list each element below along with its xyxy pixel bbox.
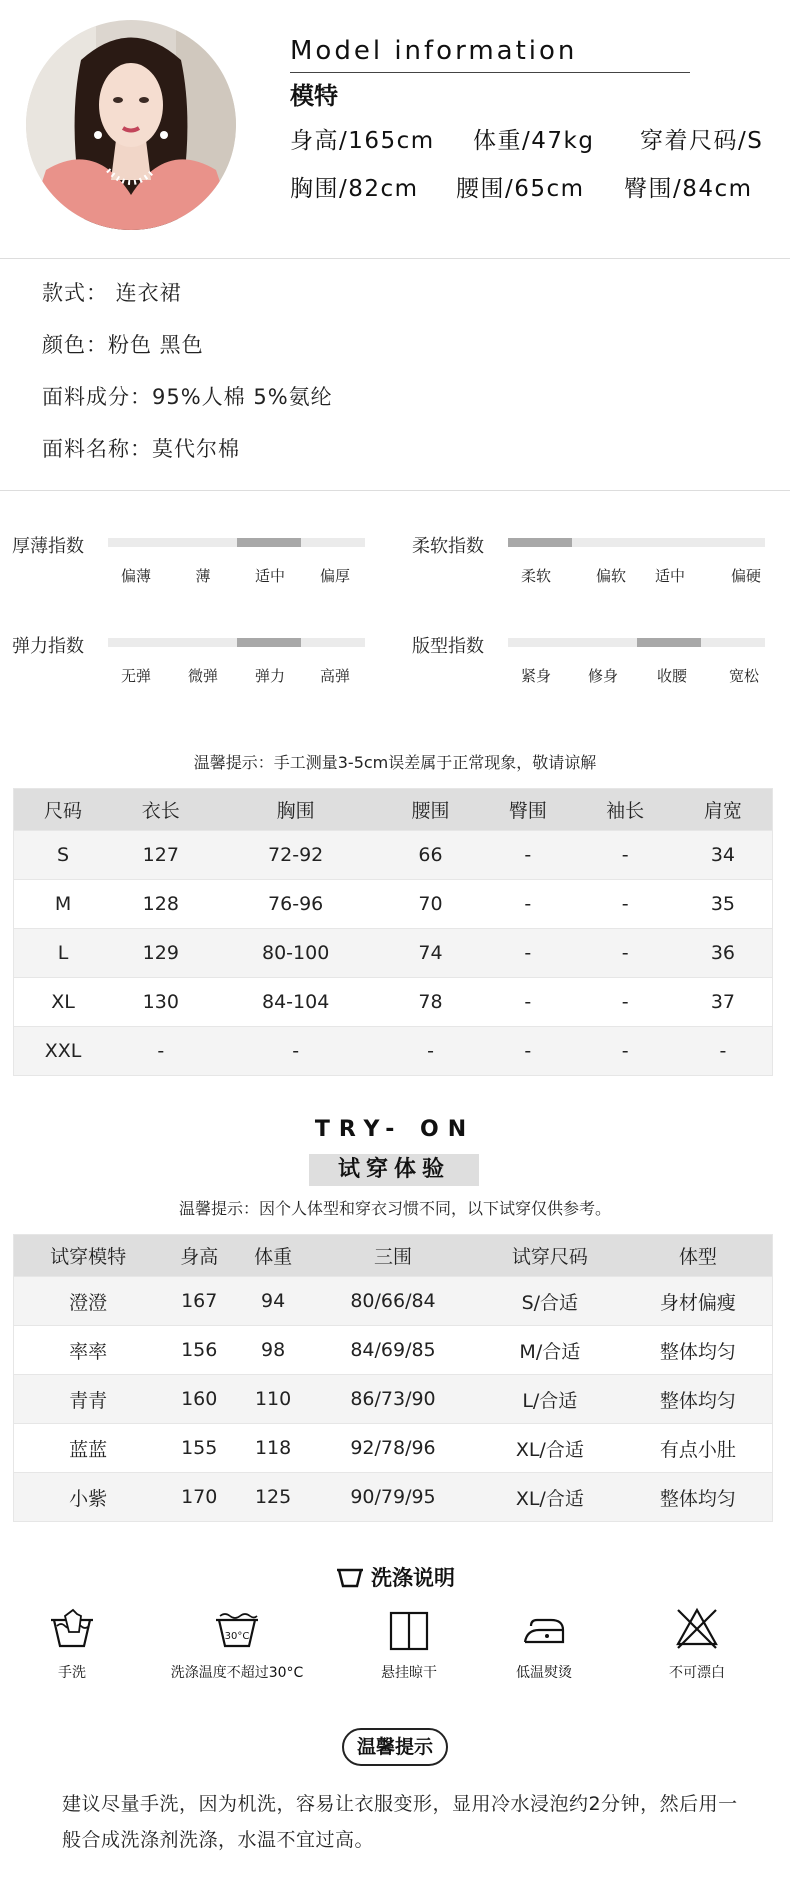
table-cell: 170 (162, 1473, 236, 1522)
table-cell: 整体均匀 (624, 1326, 773, 1375)
index-label: 宽松 (728, 667, 759, 685)
index-label: 偏硬 (730, 567, 761, 585)
table-cell: 80-100 (209, 929, 381, 978)
index-label: 偏软 (595, 567, 626, 585)
index-label: 无弹 (120, 667, 151, 685)
wash-label: 手洗 (58, 1665, 86, 1681)
index-label: 柔软 (520, 567, 551, 585)
table-cell: - (577, 1027, 674, 1076)
column-header: 体型 (624, 1235, 773, 1277)
column-header: 体重 (236, 1235, 310, 1277)
table-cell: 青青 (14, 1375, 163, 1424)
table-cell: 34 (674, 831, 773, 880)
table-cell: - (577, 831, 674, 880)
index-label: 紧身 (520, 667, 551, 685)
table-cell: 76-96 (209, 880, 381, 929)
index-label: 收腰 (656, 667, 687, 685)
column-header: 尺码 (14, 789, 113, 831)
table-cell: 身材偏瘦 (624, 1277, 773, 1326)
table-cell: - (479, 1027, 576, 1076)
column-header: 胸围 (209, 789, 381, 831)
table-cell: 110 (236, 1375, 310, 1424)
index-selected-segment (508, 538, 572, 547)
model-info-subtitle: 模特 (290, 82, 338, 110)
table-row (14, 1326, 773, 1375)
model-info-title: Model information (290, 36, 578, 66)
attr-color: 颜色：粉色 黑色 (42, 333, 204, 357)
table-cell: M (14, 880, 113, 929)
tryon-table-header (14, 1235, 773, 1277)
table-cell: XL (14, 978, 113, 1027)
table-row (14, 978, 773, 1027)
wash-temperature-icon (212, 1606, 262, 1656)
table-cell: - (479, 929, 576, 978)
table-cell: 74 (382, 929, 479, 978)
size-table-note: 温馨提示：手工测量3-5cm误差属于正常现象，敬请谅解 (193, 753, 597, 772)
table-cell: 127 (112, 831, 209, 880)
table-cell: 蓝蓝 (14, 1424, 163, 1473)
table-cell: 35 (674, 880, 773, 929)
table-cell: 整体均匀 (624, 1375, 773, 1424)
table-cell: - (209, 1027, 381, 1076)
wash-title-text: 洗涤说明 (371, 1566, 455, 1590)
attr-style: 款式： 连衣裙 (42, 281, 182, 305)
index-label: 薄 (195, 567, 211, 585)
index-label: 偏厚 (319, 567, 350, 585)
table-cell: - (382, 1027, 479, 1076)
tryon-note: 温馨提示：因个人体型和穿衣习惯不同，以下试穿仅供参考。 (178, 1199, 611, 1218)
table-row (14, 1277, 773, 1326)
index-label: 弹力 (254, 667, 285, 685)
table-cell: 90/79/95 (310, 1473, 476, 1522)
table-cell: 130 (112, 978, 209, 1027)
table-cell: S (14, 831, 113, 880)
attr-composition: 面料成分：95%人棉 5%氨纶 (42, 385, 333, 409)
column-header: 袖长 (577, 789, 674, 831)
table-row (14, 1375, 773, 1424)
model-avatar (26, 20, 236, 230)
table-cell: 167 (162, 1277, 236, 1326)
column-header: 臀围 (479, 789, 576, 831)
table-cell: - (479, 978, 576, 1027)
table-cell: 整体均匀 (624, 1473, 773, 1522)
table-cell: 86/73/90 (310, 1375, 476, 1424)
table-cell: 118 (236, 1424, 310, 1473)
section-divider (0, 258, 790, 259)
table-row (14, 831, 773, 880)
table-cell: 98 (236, 1326, 310, 1375)
index-selected-segment (637, 638, 701, 647)
table-cell: 78 (382, 978, 479, 1027)
basin-icon (335, 1567, 365, 1589)
table-cell: L/合适 (476, 1375, 624, 1424)
attr-fabric-name: 面料名称：莫代尔棉 (42, 437, 240, 461)
table-cell: XXL (14, 1027, 113, 1076)
table-cell: 94 (236, 1277, 310, 1326)
table-cell: 36 (674, 929, 773, 978)
index-label: 高弹 (319, 667, 350, 685)
table-cell: - (577, 929, 674, 978)
table-cell: - (479, 831, 576, 880)
table-row (14, 1424, 773, 1473)
index-selected-segment (237, 638, 301, 647)
table-cell: 84/69/85 (310, 1326, 476, 1375)
table-cell: - (577, 880, 674, 929)
column-header: 试穿模特 (14, 1235, 163, 1277)
tryon-table (13, 1234, 773, 1522)
model-height: 身高/165cm (290, 128, 435, 154)
wash-label: 洗涤温度不超过30°C (170, 1665, 304, 1681)
model-weight: 体重/47kg (473, 128, 595, 154)
tryon-title-en: TRY- ON (314, 1117, 476, 1142)
table-cell: 155 (162, 1424, 236, 1473)
index-title: 柔软指数 (412, 536, 484, 557)
index-label: 微弹 (187, 667, 218, 685)
index-label: 适中 (254, 567, 285, 585)
wash-label: 低温熨烫 (516, 1665, 572, 1681)
hang-dry-icon (384, 1606, 434, 1656)
table-cell: 125 (236, 1473, 310, 1522)
table-cell: 澄澄 (14, 1277, 163, 1326)
column-header: 肩宽 (674, 789, 773, 831)
table-cell: 156 (162, 1326, 236, 1375)
table-cell: 有点小肚 (624, 1424, 773, 1473)
index-track (108, 538, 365, 547)
column-header: 腰围 (382, 789, 479, 831)
table-row (14, 929, 773, 978)
table-cell: 小紫 (14, 1473, 163, 1522)
table-cell: M/合适 (476, 1326, 624, 1375)
column-header: 三围 (310, 1235, 476, 1277)
tips-title: 温馨提示 (342, 1728, 448, 1766)
table-cell: - (674, 1027, 773, 1076)
wash-label: 不可漂白 (669, 1665, 725, 1681)
tryon-title-cn: 试穿体验 (309, 1154, 479, 1186)
index-label: 适中 (654, 567, 685, 585)
table-cell: 160 (162, 1375, 236, 1424)
index-label: 修身 (587, 667, 618, 685)
title-underline (290, 72, 690, 73)
table-cell: L (14, 929, 113, 978)
column-header: 试穿尺码 (476, 1235, 624, 1277)
model-waist: 腰围/65cm (456, 176, 585, 202)
table-cell: 66 (382, 831, 479, 880)
index-title: 版型指数 (412, 636, 484, 657)
table-cell: 80/66/84 (310, 1277, 476, 1326)
index-title: 弹力指数 (12, 636, 84, 657)
size-table-header (14, 789, 773, 831)
low-iron-icon (519, 1606, 569, 1656)
temperature-badge: 30°C (224, 1631, 250, 1642)
model-size: 穿着尺码/S (640, 128, 764, 154)
model-info-section (0, 0, 790, 258)
table-cell: 率率 (14, 1326, 163, 1375)
table-row (14, 1027, 773, 1076)
index-track (108, 638, 365, 647)
table-cell: 37 (674, 978, 773, 1027)
table-cell: 84-104 (209, 978, 381, 1027)
model-hip: 臀围/84cm (624, 176, 753, 202)
table-row (14, 880, 773, 929)
table-cell: - (479, 880, 576, 929)
index-track (508, 638, 765, 647)
table-cell: 92/78/96 (310, 1424, 476, 1473)
no-bleach-icon (672, 1604, 722, 1654)
wash-label: 悬挂晾干 (381, 1665, 437, 1681)
table-row (14, 1473, 773, 1522)
tips-text: 建议尽量手洗，因为机洗，容易让衣服变形，显用冷水浸泡约2分钟，然后用一般合成洗涤剂洗涤，水温不宜过高。 (62, 1793, 738, 1851)
hand-wash-icon (47, 1606, 97, 1656)
table-cell: XL/合适 (476, 1424, 624, 1473)
index-selected-segment (237, 538, 301, 547)
size-table (13, 788, 773, 1076)
wash-title (0, 1562, 790, 1592)
table-cell: 129 (112, 929, 209, 978)
table-cell: - (112, 1027, 209, 1076)
table-cell: 128 (112, 880, 209, 929)
table-cell: 70 (382, 880, 479, 929)
section-divider (0, 490, 790, 491)
index-label: 偏薄 (120, 567, 151, 585)
model-bust: 胸围/82cm (290, 176, 419, 202)
table-cell: - (577, 978, 674, 1027)
index-title: 厚薄指数 (12, 536, 84, 557)
column-header: 衣长 (112, 789, 209, 831)
index-track (508, 538, 765, 547)
table-cell: S/合适 (476, 1277, 624, 1326)
table-cell: 72-92 (209, 831, 381, 880)
table-cell: XL/合适 (476, 1473, 624, 1522)
column-header: 身高 (162, 1235, 236, 1277)
